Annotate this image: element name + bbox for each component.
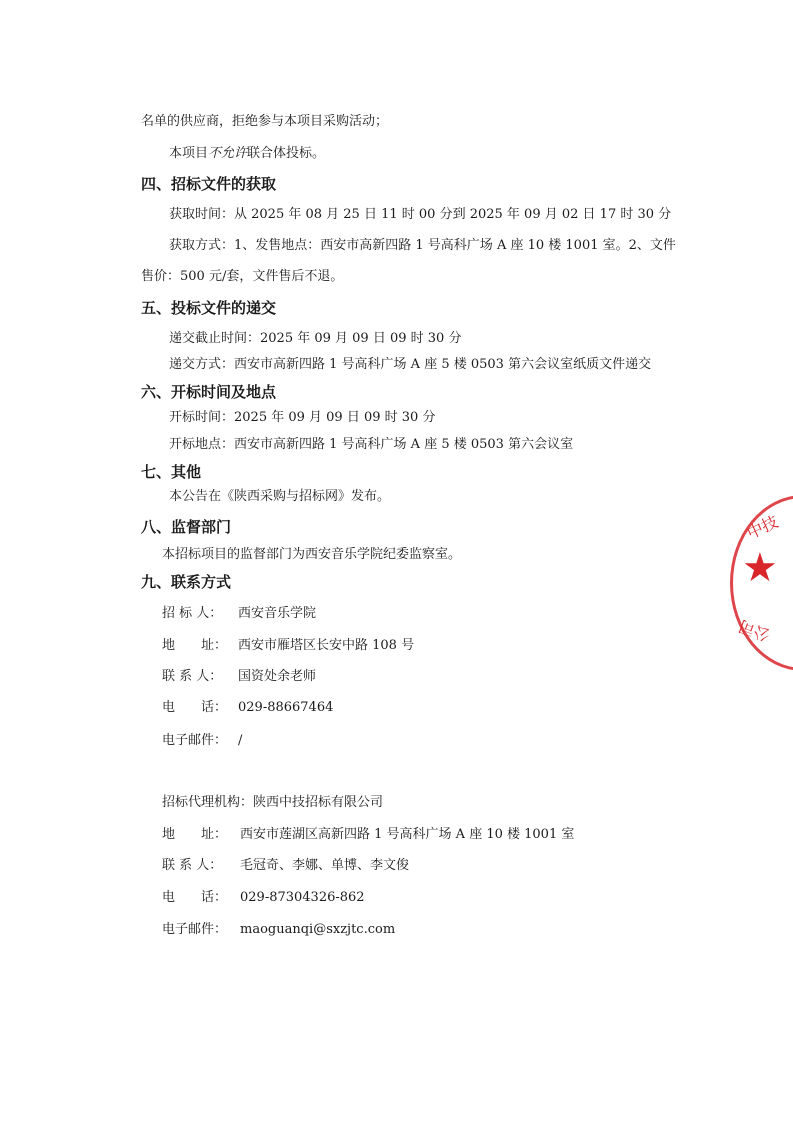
sec6-place: 开标地点：西安市高新四路 1 号高科广场 A 座 5 楼 0503 第六会议室 — [169, 437, 574, 452]
sec7-text: 本公告在《陕西采购与招标网》发布。 — [169, 489, 391, 504]
buyer-name-row — [162, 606, 316, 622]
buyer-contact: 国资处余老师 — [238, 669, 317, 684]
agency-contact: 毛冠奇、李娜、单博、李文俊 — [240, 858, 410, 873]
section-6-heading: 六、开标时间及地点 — [141, 383, 277, 401]
section-5-heading: 五、投标文件的递交 — [141, 299, 277, 317]
agency-contact-label: 联 系 人： — [162, 858, 223, 873]
agency-phone-row — [162, 890, 365, 906]
buyer-phone-label: 电 话： — [162, 700, 228, 715]
buyer-address-label: 地 址： — [162, 638, 228, 653]
section-8-heading: 八、监督部门 — [141, 518, 232, 536]
top-line-2 — [169, 146, 325, 162]
agency-phone-label: 电 话： — [162, 890, 228, 905]
agency-email-label: 电子邮件： — [162, 922, 228, 937]
sec5-method: 递交方式：西安市高新四路 1 号高科广场 A 座 5 楼 0503 第六会议室纸质文件递交 — [169, 357, 652, 372]
agency-name: 陕西中技招标有限公司 — [253, 795, 384, 810]
buyer-email-label: 电子邮件： — [162, 733, 228, 748]
sec4-time: 获取时间：从 2025 年 08 月 25 日 11 时 00 分到 2025 年 09 月 02 日 17 时 30 分 — [169, 207, 672, 222]
consortium-emphasis: 不允许 — [208, 146, 248, 161]
sec4-method-line2: 售价：500 元/套，文件售后不退。 — [141, 269, 344, 284]
buyer-phone: 029-88667464 — [238, 700, 334, 715]
buyer-name: 西安音乐学院 — [238, 606, 317, 621]
top-line-1: 名单的供应商，拒绝参与本项目采购活动； — [141, 114, 389, 129]
agency-address-row — [162, 827, 574, 843]
seal-text-top: 中技 — [743, 512, 781, 543]
buyer-email: / — [238, 733, 243, 748]
agency-email: maoguanqi@sxzjtc.com — [240, 922, 396, 937]
buyer-contact-row — [162, 669, 316, 685]
agency-contact-row — [162, 858, 409, 874]
sec8-text: 本招标项目的监督部门为西安音乐学院纪委监察室。 — [162, 547, 462, 562]
consortium-pre: 本项目 — [169, 146, 209, 161]
sec5-deadline: 递交截止时间：2025 年 09 月 09 日 09 时 30 分 — [169, 331, 462, 346]
section-4-heading: 四、招标文件的获取 — [141, 175, 277, 193]
agency-address-label: 地 址： — [162, 827, 228, 842]
buyer-address-row — [162, 638, 414, 654]
agency-name-row — [162, 795, 383, 811]
agency-address: 西安市莲湖区高新四路 1 号高科广场 A 座 10 楼 1001 室 — [240, 827, 575, 842]
agency-phone: 029-87304326-862 — [240, 890, 365, 905]
sec4-method-line1: 获取方式：1、发售地点：西安市高新四路 1 号高科广场 A 座 10 楼 1001 室。2、文件 — [169, 238, 676, 253]
buyer-email-row — [162, 733, 242, 749]
seal-star-icon: ★ — [742, 545, 778, 591]
seal-text-bottom: 公司 — [736, 616, 773, 645]
agency-email-row — [162, 922, 395, 938]
buyer-name-label: 招 标 人： — [162, 606, 223, 621]
section-9-heading: 九、联系方式 — [141, 573, 232, 591]
consortium-post: 联合体投标。 — [247, 146, 326, 161]
buyer-phone-row — [162, 700, 333, 716]
agency-name-label: 招标代理机构： — [162, 795, 254, 810]
section-7-heading: 七、其他 — [141, 463, 202, 481]
buyer-address: 西安市雁塔区长安中路 108 号 — [238, 638, 415, 653]
buyer-contact-label: 联 系 人： — [162, 669, 223, 684]
sec6-time: 开标时间：2025 年 09 月 09 日 09 时 30 分 — [169, 410, 436, 425]
